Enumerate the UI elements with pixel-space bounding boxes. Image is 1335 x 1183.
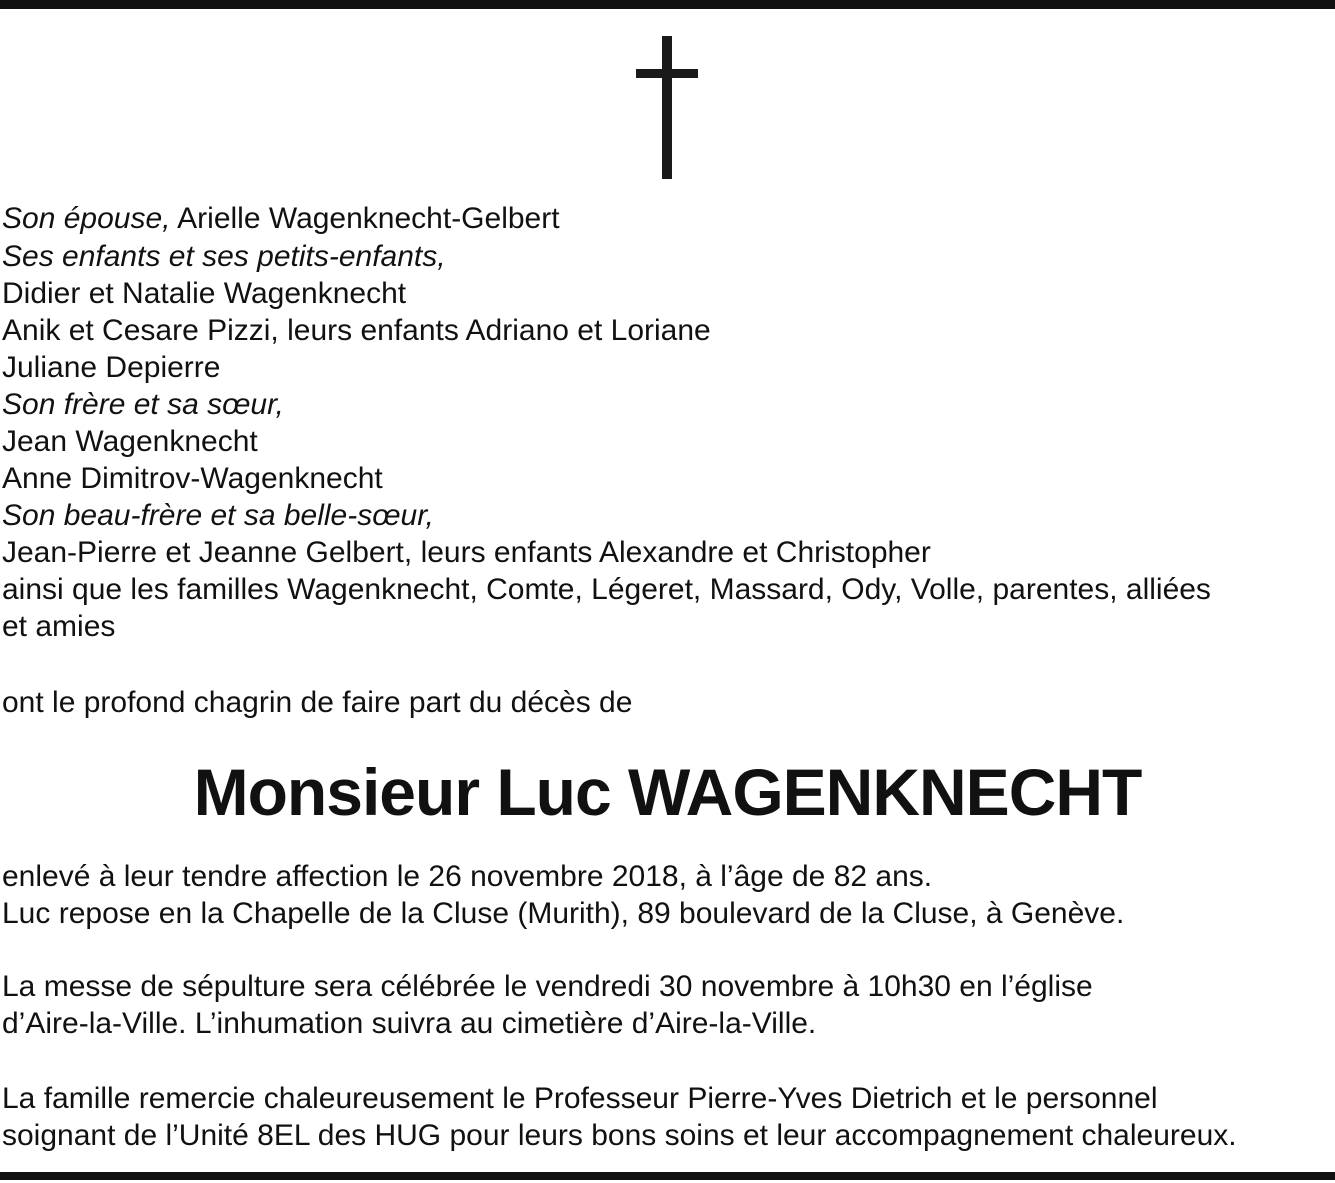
death-line-2: Luc repose en la Chapelle de la Cluse (Murith), 89 boulevard de la Cluse, à Genève. (2, 897, 1125, 930)
service-line-1: La messe de sépulture sera célébrée le vendredi 30 novembre à 10h30 en l’église (2, 970, 1093, 1003)
service-line-2: d’Aire-la-Ville. L’inhumation suivra au cimetière d’Aire-la-Ville. (2, 1007, 817, 1040)
thanks-line-2: soignant de l’Unité 8EL des HUG pour leurs bons soins et leur accompagnement chaleureux. (2, 1119, 1237, 1152)
deceased-name-heading: Monsieur Luc WAGENKNECHT (193, 755, 1142, 829)
family-line-inlaws: Jean-Pierre et Jeanne Gelbert, leurs enfants Alexandre et Christopher (2, 536, 931, 569)
family-line-spouse: Son épouse, Arielle Wagenknecht-Gelbert (2, 202, 560, 235)
bottom-border-rule (0, 1172, 1335, 1180)
family-line-sibling-1: Jean Wagenknecht (2, 425, 258, 458)
top-border-rule (0, 0, 1335, 9)
family-line-child-3: Juliane Depierre (2, 351, 221, 384)
family-line-child-2: Anik et Cesare Pizzi, leurs enfants Adriano et Loriane (2, 314, 711, 347)
family-line-child-1: Didier et Natalie Wagenknecht (2, 277, 407, 310)
death-line-1: enlevé à leur tendre affection le 26 novembre 2018, à l’âge de 82 ans. (2, 860, 933, 893)
thanks-line-1: La famille remercie chaleureusement le Professeur Pierre-Yves Dietrich et le personnel (2, 1082, 1158, 1115)
cross-icon (636, 36, 698, 179)
family-line-sibling-2: Anne Dimitrov-Wagenknecht (2, 462, 383, 495)
family-line-siblings-heading: Son frère et sa sœur, (2, 388, 284, 421)
family-line-families: ainsi que les familles Wagenknecht, Comte, Légeret, Massard, Ody, Volle, parentes, alliées (2, 573, 1211, 606)
family-line-children-heading: Ses enfants et ses petits-enfants, (2, 240, 446, 273)
announcement-text: ont le profond chagrin de faire part du décès de (2, 686, 633, 719)
family-line-families-cont: et amies (2, 610, 116, 643)
family-line-inlaws-heading: Son beau-frère et sa belle-sœur, (2, 499, 434, 532)
